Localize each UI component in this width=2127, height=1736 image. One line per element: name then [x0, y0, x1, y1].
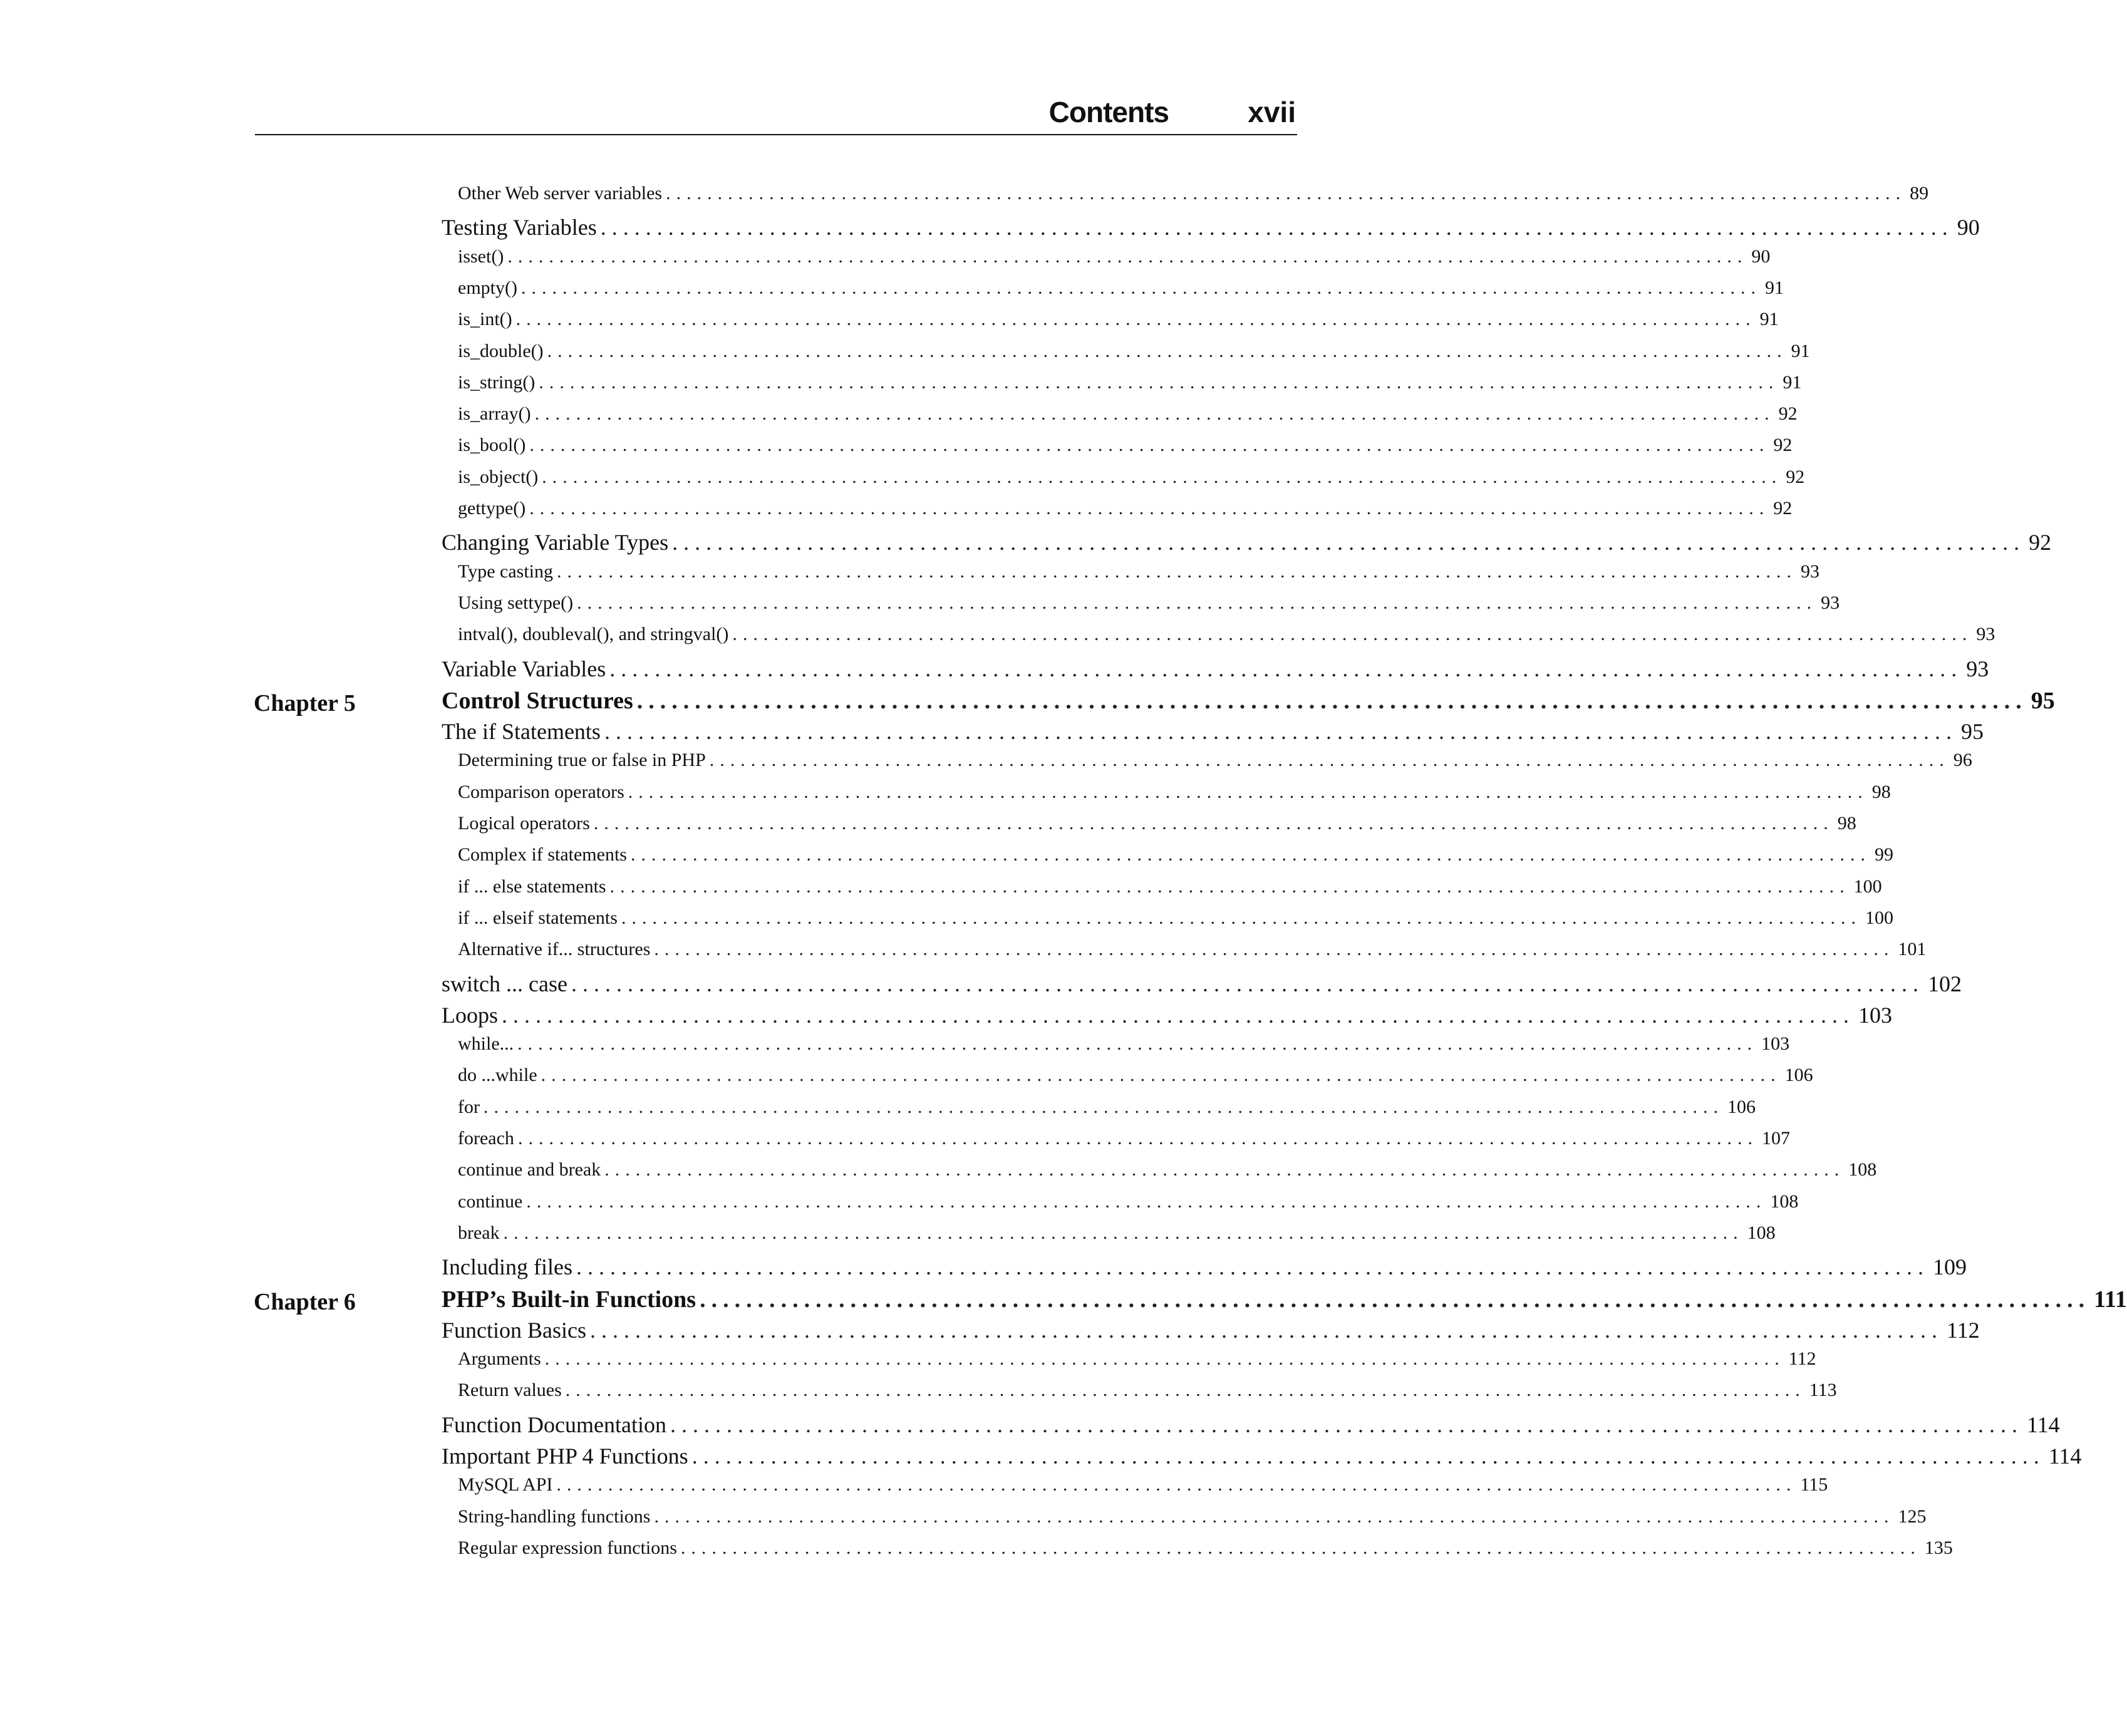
- toc-subsection-entry: [458, 1380, 1837, 1411]
- dot-leader: ........................................................................................................................: [628, 782, 1868, 802]
- dot-leader: ........................................................................................................................: [526, 1191, 1767, 1212]
- toc-entry-page-number: 91: [1764, 277, 1784, 298]
- toc-entry-title: is_double(): [458, 341, 544, 361]
- toc-entry-title: Determining true or false in PHP: [458, 750, 706, 770]
- toc-section-entry: [442, 214, 1980, 245]
- toc-subsection-entry: [458, 844, 1893, 876]
- toc-entry-page-number: 102: [1927, 971, 1962, 996]
- toc-entry-page-number: 92: [2029, 530, 2052, 555]
- toc-subsection-entry: [458, 403, 1798, 435]
- toc-subsection-entry: [458, 1222, 1776, 1254]
- dot-leader: ........................................................................................................................: [709, 750, 1950, 770]
- dot-leader: ........................................................................................................................: [654, 1506, 1895, 1527]
- toc-entry-page-number: 92: [1773, 498, 1793, 519]
- dot-leader: ........................................................................................................................: [483, 1097, 1724, 1117]
- dot-leader: ........................................................................................................................: [502, 1003, 1855, 1028]
- toc-entry-page-number: 114: [2048, 1444, 2082, 1469]
- dot-leader: ........................................................................................................................: [577, 592, 1818, 613]
- toc-entry-page-number: 103: [1858, 1003, 1892, 1028]
- toc-entry-page-number: 90: [1957, 215, 1980, 240]
- toc-entry-title: Function Basics: [442, 1318, 586, 1343]
- toc-entry-page-number: 112: [1947, 1318, 1980, 1343]
- toc-subsection-entry: [458, 277, 1784, 309]
- toc-entry-page-number: 115: [1800, 1474, 1828, 1495]
- dot-leader: ........................................................................................................................: [590, 1318, 1943, 1343]
- toc-entry-page-number: 112: [1788, 1348, 1816, 1369]
- dot-leader: ........................................................................................................................: [541, 1065, 1781, 1085]
- toc-entry-title: Including files: [442, 1254, 572, 1279]
- toc-entry-page-number: 109: [1932, 1254, 1967, 1279]
- dot-leader: ........................................................................................................................: [529, 498, 1770, 519]
- toc-entry-title: is_bool(): [458, 435, 526, 455]
- toc-subsection-entry: [458, 435, 1793, 466]
- toc-subsection-entry: [458, 1097, 1756, 1128]
- toc-entry-title: String-handling functions: [458, 1506, 651, 1527]
- toc-subsection-entry: [458, 309, 1779, 340]
- dot-leader: ........................................................................................................................: [609, 876, 1850, 897]
- dot-leader: ........................................................................................................................: [666, 183, 1907, 204]
- toc-entry-page-number: 98: [1837, 813, 1856, 834]
- dot-leader: ........................................................................................................................: [600, 215, 1954, 240]
- toc-subsection-entry: [458, 939, 1927, 970]
- dot-leader: ........................................................................................................................: [680, 1537, 1921, 1558]
- toc-entry-page-number: 91: [1783, 372, 1802, 393]
- dot-leader: ........................................................................................................................: [670, 1412, 2023, 1437]
- toc-entry-title: Function Documentation: [442, 1412, 666, 1437]
- toc-subsection-entry: [458, 1474, 1828, 1506]
- toc-entry-title: empty(): [458, 277, 517, 298]
- toc-subsection-entry: [458, 183, 1929, 214]
- dot-leader: ........................................................................................................................: [515, 309, 1756, 329]
- toc-entry-title: while...: [458, 1033, 514, 1054]
- toc-entry-title: Comparison operators: [458, 782, 624, 802]
- toc-entry-title: continue and break: [458, 1159, 601, 1180]
- toc-entry-page-number: 113: [1809, 1380, 1837, 1400]
- toc-subsection-entry: [458, 1065, 1813, 1096]
- toc-entry-title: Control Structures: [442, 688, 633, 714]
- toc-entry-title: Variable Variables: [442, 656, 606, 681]
- toc-section-entry: [442, 1317, 1980, 1348]
- dot-leader: ........................................................................................................................: [732, 624, 1973, 644]
- toc-entry-page-number: 93: [1966, 656, 1989, 681]
- toc-section-entry: [442, 971, 1962, 1002]
- toc-entry-page-number: 91: [1791, 341, 1810, 361]
- toc-entry-page-number: 103: [1761, 1033, 1790, 1054]
- toc-entry-title: Arguments: [458, 1348, 541, 1369]
- toc-entry-page-number: 93: [1821, 592, 1840, 613]
- toc-subsection-entry: [458, 1033, 1790, 1065]
- toc-entry-title: is_int(): [458, 309, 512, 329]
- toc-subsection-entry: [458, 1159, 1877, 1191]
- toc-entry-title: Changing Variable Types: [442, 530, 669, 555]
- dot-leader: ........................................................................................................................: [604, 719, 1957, 744]
- toc-section-entry: [442, 656, 1989, 687]
- dot-leader: ........................................................................................................................: [576, 1254, 1929, 1279]
- toc-entry-title: Regular expression functions: [458, 1537, 677, 1558]
- toc-entry-page-number: 111: [2094, 1286, 2127, 1313]
- dot-leader: ........................................................................................................................: [604, 1159, 1845, 1180]
- dot-leader: ........................................................................................................................: [542, 467, 1783, 487]
- toc-entry-title: for: [458, 1097, 480, 1117]
- toc-chapter-entry: [442, 1286, 2127, 1317]
- toc-entry-page-number: 108: [1747, 1222, 1776, 1243]
- toc-entry-page-number: 98: [1871, 782, 1891, 802]
- toc-entry-page-number: 93: [1976, 624, 1995, 644]
- dot-leader: ........................................................................................................................: [672, 530, 2026, 555]
- toc-subsection-entry: [458, 1191, 1799, 1222]
- toc-entry-title: Return values: [458, 1380, 562, 1400]
- toc-entry-page-number: 99: [1874, 844, 1893, 865]
- toc-entry-page-number: 100: [1853, 876, 1882, 897]
- toc-entry-title: is_string(): [458, 372, 536, 393]
- dot-leader: ........................................................................................................................: [517, 1033, 1758, 1054]
- toc-entry-title: MySQL API: [458, 1474, 553, 1495]
- toc-entry-title: Loops: [442, 1003, 498, 1028]
- toc-subsection-entry: [458, 1537, 1953, 1569]
- dot-leader: ........................................................................................................................: [630, 844, 1871, 865]
- toc-entry-page-number: 135: [1924, 1537, 1953, 1558]
- toc-entry-page-number: 106: [1784, 1065, 1813, 1085]
- toc-entry-page-number: 95: [2031, 688, 2055, 714]
- toc-entry-page-number: 90: [1751, 246, 1771, 267]
- toc-entry-title: break: [458, 1222, 500, 1243]
- dot-leader: ........................................................................................................................: [571, 971, 1924, 996]
- toc-subsection-entry: [458, 1128, 1790, 1159]
- dot-leader: ........................................................................................................................: [700, 1286, 2091, 1313]
- toc-entry-title: foreach: [458, 1128, 514, 1149]
- dot-leader: ........................................................................................................................: [539, 372, 1779, 393]
- dot-leader: ........................................................................................................................: [621, 907, 1861, 928]
- toc-entry-title: Logical operators: [458, 813, 590, 834]
- toc-entry-page-number: 96: [1953, 750, 1972, 770]
- toc-subsection-entry: [458, 1348, 1816, 1380]
- toc-entry-title: gettype(): [458, 498, 526, 519]
- toc-entry-page-number: 91: [1759, 309, 1779, 329]
- toc-entry-page-number: 92: [1778, 403, 1798, 424]
- running-head-page-number: xvii: [1248, 96, 1296, 128]
- toc-entry-title: is_object(): [458, 467, 539, 487]
- chapter-label: Chapter 5: [254, 690, 356, 716]
- toc-subsection-entry: [458, 498, 1793, 529]
- toc-section-entry: [442, 1412, 2060, 1443]
- toc-entry-title: continue: [458, 1191, 523, 1212]
- toc-subsection-entry: [458, 876, 1882, 907]
- toc-subsection-entry: [458, 1506, 1927, 1537]
- dot-leader: ........................................................................................................................: [529, 435, 1770, 455]
- toc-subsection-entry: [458, 341, 1810, 372]
- toc-entry-page-number: 107: [1761, 1128, 1790, 1149]
- toc-entry-title: isset(): [458, 246, 504, 267]
- toc-entry-page-number: 108: [1770, 1191, 1799, 1212]
- toc-entry-page-number: 93: [1801, 561, 1820, 582]
- toc-entry-title: Testing Variables: [442, 215, 597, 240]
- dot-leader: ........................................................................................................................: [556, 1474, 1797, 1495]
- toc-entry-title: intval(), doubleval(), and stringval(): [458, 624, 729, 644]
- dot-leader: ........................................................................................................................: [654, 939, 1895, 959]
- dot-leader: ........................................................................................................................: [547, 341, 1788, 361]
- toc-entry-page-number: 95: [1960, 719, 1984, 744]
- toc-entry-title: do ...while: [458, 1065, 537, 1085]
- toc-entry-page-number: 125: [1898, 1506, 1927, 1527]
- toc-subsection-entry: [458, 782, 1891, 813]
- toc-entry-title: Important PHP 4 Functions: [442, 1444, 688, 1469]
- toc-entry-title: if ... else statements: [458, 876, 606, 897]
- dot-leader: ........................................................................................................................: [503, 1222, 1744, 1243]
- toc-subsection-entry: [458, 592, 1840, 624]
- chapter-label: Chapter 6: [254, 1289, 356, 1315]
- toc-entry-page-number: 89: [1910, 183, 1929, 204]
- toc-entry-page-number: 108: [1848, 1159, 1877, 1180]
- toc-entry-title: if ... elseif statements: [458, 907, 618, 928]
- toc-entry-title: The if Statements: [442, 719, 601, 744]
- toc-entry-page-number: 114: [2026, 1412, 2060, 1437]
- toc-section-entry: [442, 529, 2052, 561]
- toc-entry-title: switch ... case: [442, 971, 567, 996]
- running-head-section: Contents: [1048, 96, 1169, 128]
- toc-entry-page-number: 101: [1898, 939, 1927, 959]
- toc-subsection-entry: [458, 624, 1995, 655]
- toc-entry-page-number: 92: [1773, 435, 1793, 455]
- toc-section-entry: [442, 718, 1984, 750]
- dot-leader: ........................................................................................................................: [636, 688, 2027, 714]
- toc-section-entry: [442, 1443, 2082, 1474]
- toc-subsection-entry: [458, 372, 1802, 403]
- toc-entry-title: PHP’s Built-in Functions: [442, 1286, 696, 1313]
- dot-leader: ........................................................................................................................: [517, 1128, 1758, 1149]
- dot-leader: ........................................................................................................................: [557, 561, 1798, 582]
- dot-leader: ........................................................................................................................: [609, 656, 1963, 681]
- toc-chapter-entry: [442, 687, 2055, 718]
- toc-subsection-entry: [458, 750, 1972, 781]
- toc-subsection-entry: [458, 813, 1856, 844]
- dot-leader: ........................................................................................................................: [544, 1348, 1785, 1369]
- dot-leader: ........................................................................................................................: [507, 246, 1748, 267]
- toc-subsection-entry: [458, 907, 1893, 939]
- toc-entry-page-number: 92: [1786, 467, 1805, 487]
- dot-leader: ........................................................................................................................: [534, 403, 1775, 424]
- toc-entry-title: Alternative if... structures: [458, 939, 651, 959]
- toc-subsection-entry: [458, 561, 1820, 592]
- toc-entry-title: Other Web server variables: [458, 183, 663, 204]
- dot-leader: ........................................................................................................................: [593, 813, 1834, 834]
- toc-entry-title: Complex if statements: [458, 844, 627, 865]
- toc-subsection-entry: [458, 246, 1771, 277]
- toc-entry-title: Type casting: [458, 561, 554, 582]
- toc-section-entry: [442, 1002, 1892, 1033]
- toc-entry-page-number: 106: [1727, 1097, 1756, 1117]
- toc-subsection-entry: [458, 467, 1805, 498]
- dot-leader: ........................................................................................................................: [565, 1380, 1806, 1400]
- toc-entry-page-number: 100: [1865, 907, 1893, 928]
- toc-entry-title: is_array(): [458, 403, 531, 424]
- dot-leader: ........................................................................................................................: [691, 1444, 2045, 1469]
- toc-section-entry: [442, 1254, 1967, 1285]
- toc-entry-title: Using settype(): [458, 592, 574, 613]
- dot-leader: ........................................................................................................................: [520, 277, 1761, 298]
